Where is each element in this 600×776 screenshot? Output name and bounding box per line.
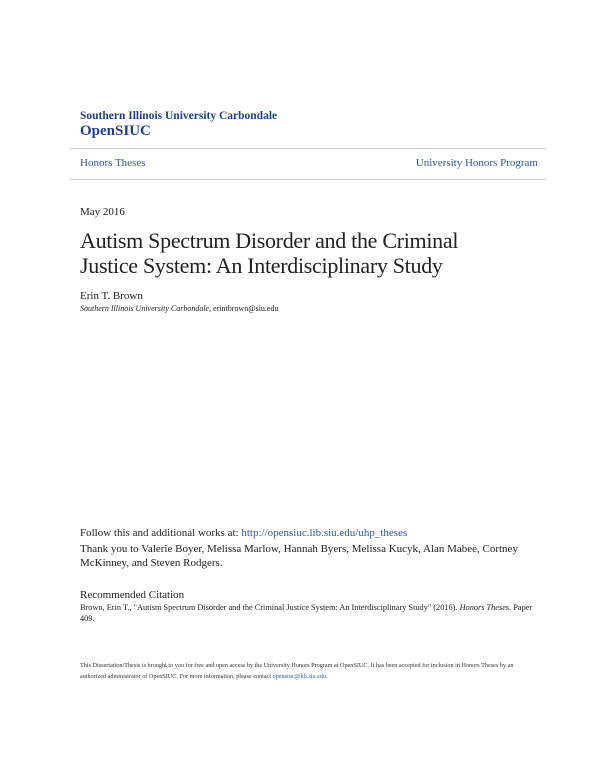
author-name: Erin T. Brown xyxy=(80,290,143,302)
contact-email-link[interactable]: opensiuc@lib.siu.edu xyxy=(272,673,327,680)
affiliation-email: , erintbrown@siu.edu xyxy=(209,304,279,313)
recommended-citation-heading: Recommended Citation xyxy=(80,589,185,601)
access-notice xyxy=(80,660,540,682)
follow-line xyxy=(80,527,407,539)
header-divider-top xyxy=(70,148,546,149)
citation-text xyxy=(80,602,535,624)
access-notice-end: . xyxy=(326,673,328,680)
institution-name[interactable]: Southern Illinois University Carbondale xyxy=(80,110,278,122)
author-affiliation xyxy=(80,304,278,313)
publication-date: May 2016 xyxy=(80,206,125,218)
title-line-2: Justice System: An Interdisciplinary Study xyxy=(80,253,443,278)
paper-title xyxy=(80,228,520,278)
citation-journal: Honors Theses xyxy=(459,603,510,612)
title-line-1: Autism Spectrum Disorder and the Criminal xyxy=(80,228,459,253)
affiliation-institution: Southern Illinois University Carbondale xyxy=(80,304,210,313)
header-divider-bottom xyxy=(70,179,546,180)
acknowledgement-text: Thank you to Valerie Boyer, Melissa Marlow, Hannah Byers, Melissa Kucyk, Alan Mabee, Cortney McKinney, and Steven Rodgers. xyxy=(80,543,518,569)
citation-prefix: Brown, Erin T., "Autism Spectrum Disorder and the Criminal Justice System: An Interdisciplinary Study" (2016). xyxy=(80,603,460,612)
follow-prefix: Follow this and additional works at: xyxy=(80,527,242,539)
access-notice-text: This Dissertation/Thesis is brought to you for free and open access by the University Honors Program at OpenSIUC. It has been accepted for inclusion in Honors Theses by an authorized administrator of OpenSIUC. For more information, please contact xyxy=(80,662,514,680)
repository-name[interactable]: OpenSIUC xyxy=(80,123,151,139)
university-honors-program-link[interactable]: University Honors Program xyxy=(415,157,538,169)
follow-url-link[interactable]: http://opensiuc.lib.siu.edu/uhp_theses xyxy=(241,527,408,539)
citation-suffix: . Paper 409. xyxy=(80,603,533,623)
honors-theses-link[interactable]: Honors Theses xyxy=(80,157,146,169)
